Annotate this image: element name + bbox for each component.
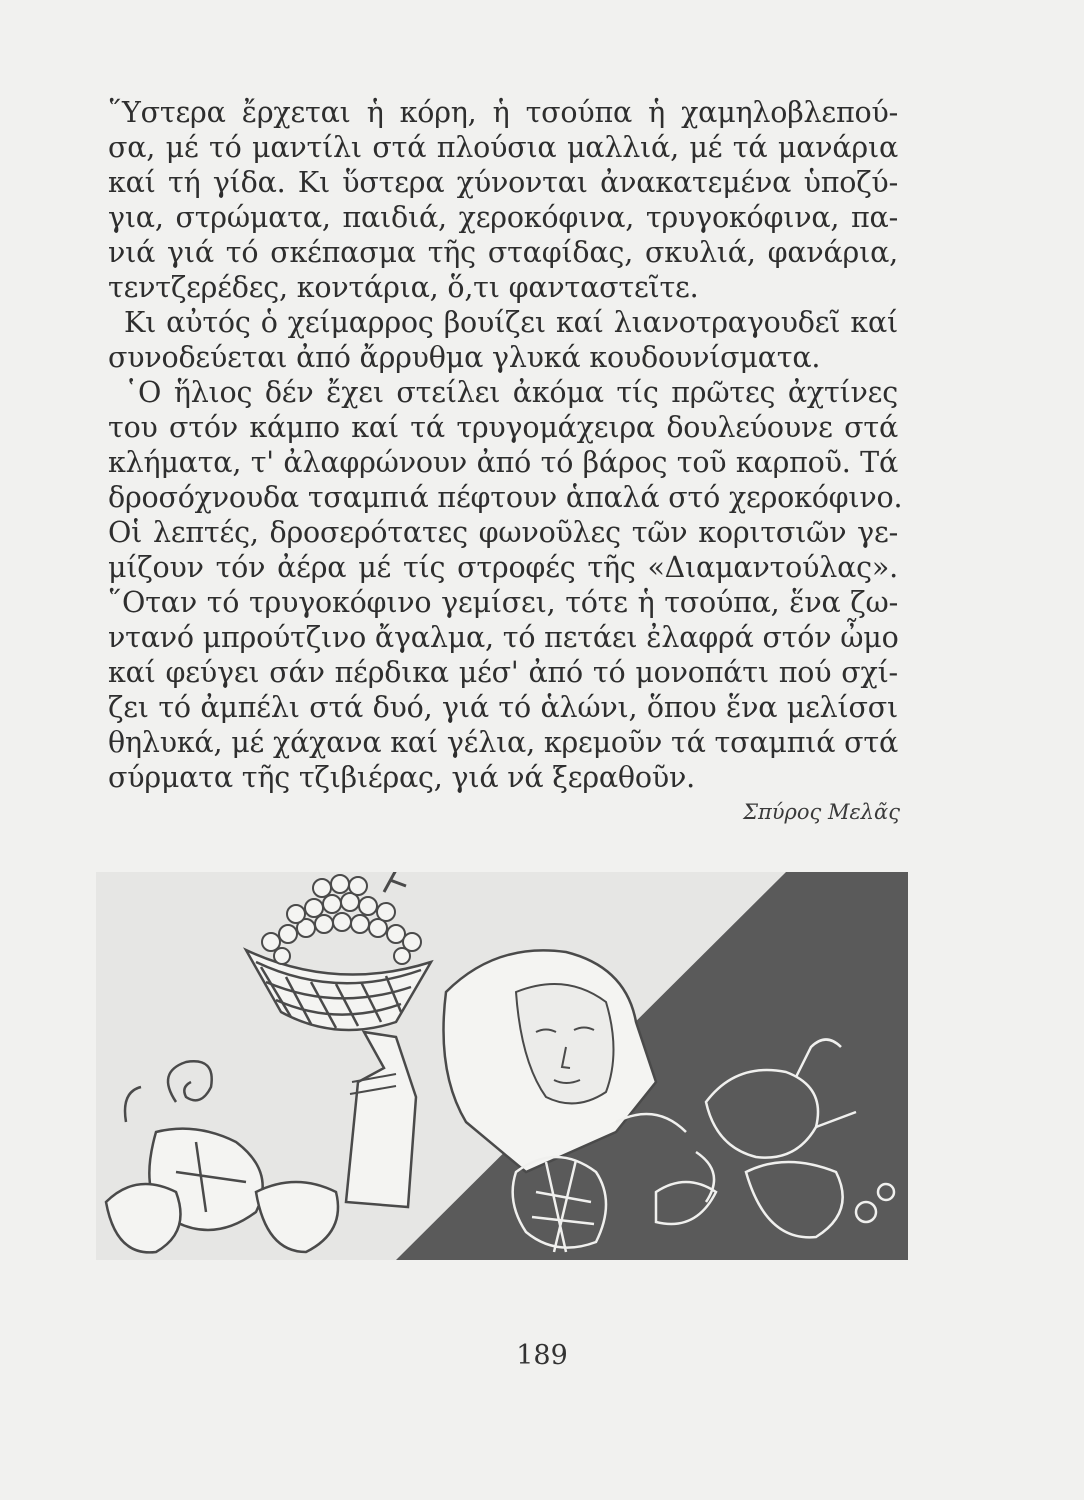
text-line: μίζουν τόν ἀέρα μέ τίς στροφές τῆς «Διαμαντούλας».	[108, 551, 898, 584]
text-line: δροσόχνουδα τσαμπιά πέφτουν ἁπαλά στό χεροκόφινο.	[108, 481, 903, 514]
text-line: θηλυκά, μέ χάχανα καί γέλια, κρεμοῦν τά τσαμπιά στά	[108, 726, 898, 759]
text-line: κλήματα, τ' ἀλαφρώνουν ἀπό τό βάρος τοῦ καρποῦ. Τά	[108, 446, 898, 479]
page-number: 189	[516, 1340, 568, 1371]
text-line: ῾Ο ἥλιος δέν ἔχει στείλει ἀκόμα τίς πρῶτες ἀχτίνες	[124, 376, 898, 409]
text-line: Κι αὐτός ὁ χείμαρρος βουίζει καί λιανοτραγουδεῖ καί	[124, 306, 898, 339]
text-line: τεντζερέδες, κοντάρια, ὅ,τι φανταστεῖτε.	[108, 271, 699, 304]
text-line: καί τή γίδα. Κι ὕστερα χύνονται ἀνακατεμένα ὑποζύ-	[108, 166, 898, 199]
text-line: του στόν κάμπο καί τά τρυγομάχειρα δουλεύουνε στά	[108, 411, 898, 444]
text-line: ῞Οταν τό τρυγοκόφινο γεμίσει, τότε ἡ τσούπα, ἕνα ζω-	[108, 586, 898, 619]
text-line: νιά γιά τό σκέπασμα τῆς σταφίδας, σκυλιά, φανάρια,	[108, 236, 898, 269]
author-signature: Σπύρος Μελᾶς	[743, 800, 900, 824]
grape-harvest-illustration	[96, 872, 908, 1260]
text-line: ντανό μπρούτζινο ἄγαλμα, τό πετάει ἐλαφρά στόν ὦμο	[108, 621, 899, 654]
text-line: για, στρώματα, παιδιά, χεροκόφινα, τρυγοκόφινα, πα-	[108, 201, 898, 234]
text-line: Οἱ λεπτές, δροσερότατες φωνοῦλες τῶν κοριτσιῶν γε-	[108, 516, 898, 549]
text-line: καί φεύγει σάν πέρδικα μέσ' ἀπό τό μονοπάτι πού σχί-	[108, 656, 898, 689]
text-line: ῞Υστερα ἔρχεται ἡ κόρη, ἡ τσούπα ἡ χαμηλοβλεπού-	[108, 96, 898, 129]
text-line: συνοδεύεται ἀπό ἄρρυθμα γλυκά κουδουνίσματα.	[108, 341, 821, 374]
body-text	[108, 95, 903, 795]
text-line: σύρματα τῆς τζιβιέρας, γιά νά ξεραθοῦν.	[108, 761, 695, 794]
text-line: σα, μέ τό μαντίλι στά πλούσια μαλλιά, μέ τά μανάρια	[108, 131, 898, 164]
text-line: ζει τό ἀμπέλι στά δυό, γιά τό ἁλώνι, ὅπου ἕνα μελίσσι	[108, 691, 898, 724]
